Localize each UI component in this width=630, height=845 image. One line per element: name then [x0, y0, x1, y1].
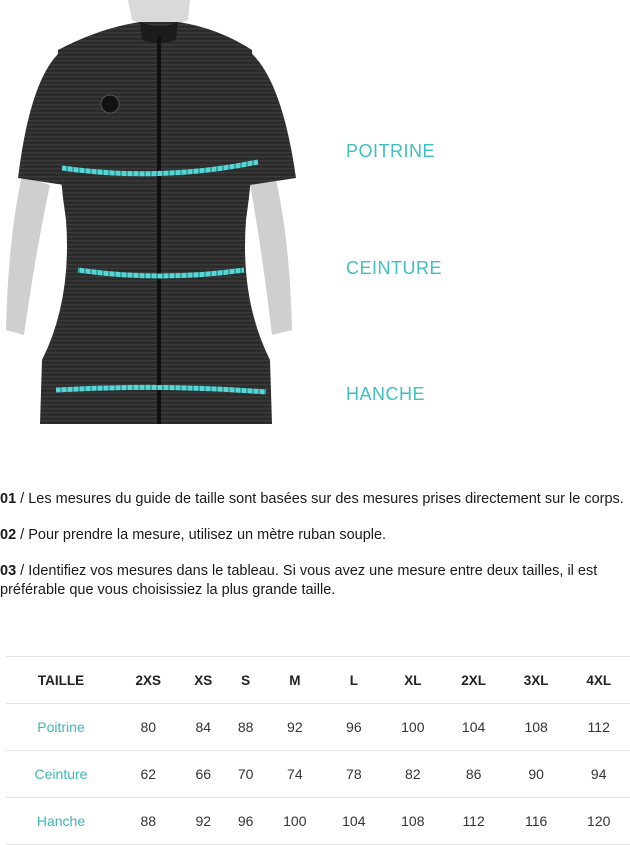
chest-label: POITRINE — [346, 141, 436, 161]
table-cell: 62 — [116, 751, 180, 798]
table-cell: 88 — [226, 704, 265, 751]
table-header-cell: 2XS — [116, 657, 180, 704]
table-header-row — [6, 657, 630, 704]
table-header-cell: L — [324, 657, 383, 704]
table-cell: 108 — [505, 704, 568, 751]
instruction-text: / Pour prendre la mesure, utilisez un mètre ruban souple. — [16, 527, 387, 543]
instruction-number: 03 — [0, 563, 17, 579]
table-cell: 74 — [265, 751, 324, 798]
table-row — [6, 704, 630, 751]
instruction-text: / Identifiez vos mesures dans le tableau. Si vous avez une mesure entre deux tailles, il est préférable que vous choisissiez la plus grande taille. — [0, 563, 598, 598]
table-cell: 92 — [265, 704, 324, 751]
table-row — [6, 798, 630, 845]
table-cell: 108 — [383, 798, 442, 845]
table-cell: 82 — [383, 751, 442, 798]
table-cell: 86 — [442, 751, 505, 798]
table-cell: 96 — [226, 798, 265, 845]
table-cell: 100 — [265, 798, 324, 845]
jersey-illustration — [0, 0, 310, 424]
table-header-cell: M — [265, 657, 324, 704]
instruction-number: 02 — [0, 527, 17, 543]
table-cell: 84 — [180, 704, 226, 751]
table-cell: 120 — [567, 798, 630, 845]
cycling-jersey-figure-icon — [0, 0, 310, 424]
instruction-2 — [0, 526, 625, 545]
table-cell: 104 — [442, 704, 505, 751]
table-cell: 88 — [116, 798, 180, 845]
instruction-number: 01 — [0, 491, 17, 507]
hip-label: HANCHE — [346, 384, 426, 404]
table-cell: 90 — [505, 751, 568, 798]
table-cell: 78 — [324, 751, 383, 798]
instruction-3 — [0, 562, 625, 600]
table-cell: 94 — [567, 751, 630, 798]
table-cell: 104 — [324, 798, 383, 845]
table-cell: 100 — [383, 704, 442, 751]
table-cell: 116 — [505, 798, 568, 845]
table-header-cell: TAILLE — [6, 657, 116, 704]
table-header-cell: 4XL — [567, 657, 630, 704]
row-label: Ceinture — [6, 751, 116, 798]
table-header-cell: XS — [180, 657, 226, 704]
table-header-cell: S — [226, 657, 265, 704]
waist-label: CEINTURE — [346, 258, 443, 278]
table-row — [6, 751, 630, 798]
row-label: Poitrine — [6, 704, 116, 751]
table-cell: 112 — [442, 798, 505, 845]
table-cell: 80 — [116, 704, 180, 751]
size-table — [6, 656, 630, 845]
table-cell: 70 — [226, 751, 265, 798]
instruction-text: / Les mesures du guide de taille sont basées sur des mesures prises directement sur le corps. — [16, 491, 624, 507]
table-cell: 112 — [567, 704, 630, 751]
row-label: Hanche — [6, 798, 116, 845]
instruction-1 — [0, 490, 625, 509]
table-cell: 96 — [324, 704, 383, 751]
instructions — [0, 490, 625, 617]
table-header-cell: 2XL — [442, 657, 505, 704]
table-header-cell: XL — [383, 657, 442, 704]
table-header-cell: 3XL — [505, 657, 568, 704]
table-cell: 92 — [180, 798, 226, 845]
table-cell: 66 — [180, 751, 226, 798]
